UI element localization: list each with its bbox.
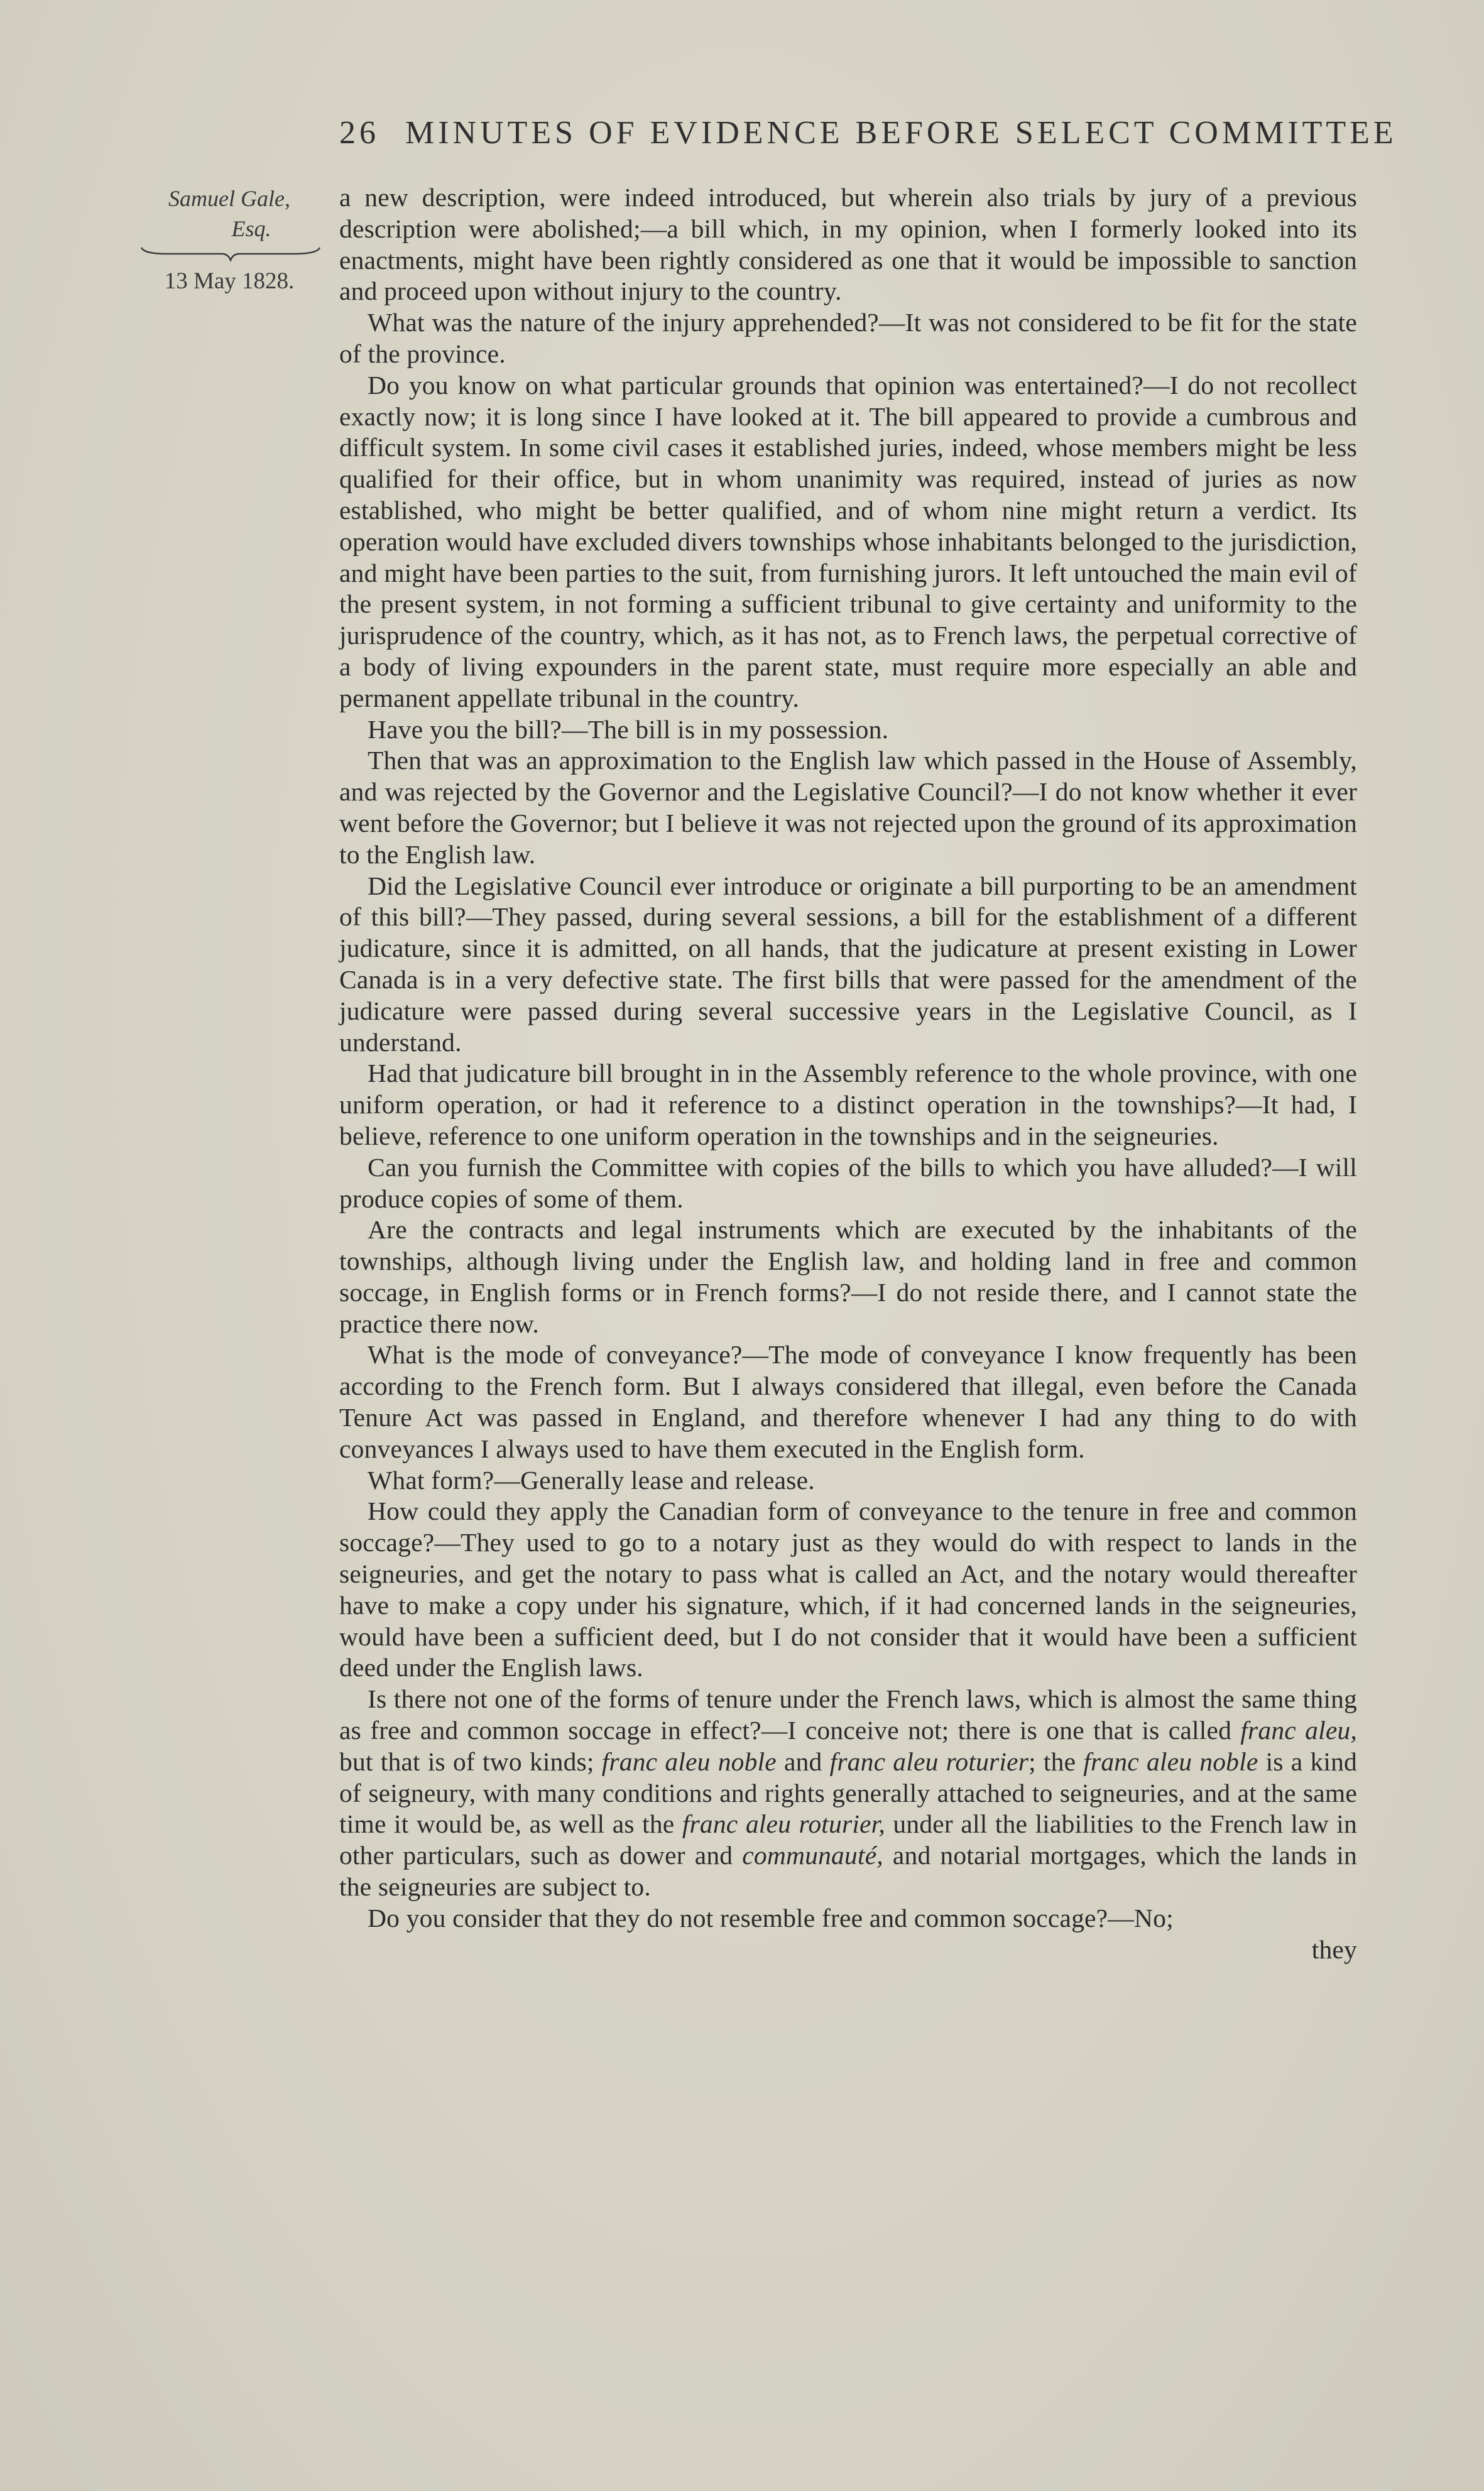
running-header <box>339 114 1397 151</box>
paragraph: What is the mode of conveyance?—The mode of conveyance I know frequently has been according to the French form. But I always considered that illegal, even before the Canada Tenure Act was passed in England, and therefore whenever I had any thing to do with conveyances I always used to have them executed in the English form. <box>339 1340 1357 1463</box>
text-run: and notarial mortgages, which the lands in the seigneuries are subject to. <box>339 1841 1357 1902</box>
testimony-date: 13 May 1828. <box>164 268 295 294</box>
italic-term: franc aleu roturier, <box>682 1809 885 1839</box>
italic-term: franc aleu noble <box>601 1747 777 1776</box>
text-run: is a kind of seigneury, with many conditions and rights generally attached to seigneuries, and at the same time it would be, as well as the <box>339 1747 1358 1839</box>
margin-note <box>129 183 330 297</box>
paragraph: Had that judicature bill brought in in the Assembly reference to the whole province, with one uniform operation, or had it reference to a distinct operation in the townships?—It had, I believe, reference to one uniform operation in the townships and in the seigneuries. <box>339 1059 1357 1150</box>
paragraph: Do you know on what particular grounds that opinion was entertained?—I do not recollect exactly now; it is long since I have looked at it. The bill appeared to provide a cumbrous and difficult system. In some civil cases it established juries, indeed, whose members might be less qualified for their office, but in whom unanimity was required, instead of juries as now established, who might be better qualified, and of whom nine might return a verdict. Its operation would have excluded divers townships whose inhabitants belonged to the jurisdiction, and might have been parties to the suit, from furnishing jurors. It left untouched the main evil of the present system, in not forming a sufficient tribunal to give certainty and uniformity to the jurisprudence of the country, which, as it has not, as to French laws, the perpetual corrective of a body of living expounders in the parent state, must require more especially an able and permanent appellate tribunal in the country. <box>339 370 1357 712</box>
witness-name: Samuel Gale, <box>168 186 290 211</box>
text-run: under all the liabilities to the French law in other particulars, such as dower and <box>339 1809 1357 1870</box>
witness-suffix: Esq. <box>231 216 271 241</box>
paragraph: Do you consider that they do not resemble free and common soccage?—No; <box>368 1903 1174 1932</box>
text-run: ; the <box>1028 1747 1084 1776</box>
italic-term: communauté, <box>742 1841 883 1870</box>
brace-divider <box>129 244 330 263</box>
italic-term: franc aleu, <box>1240 1716 1357 1745</box>
paragraph: How could they apply the Canadian form of conveyance to the tenure in free and common soccage?—They used to go to a notary just as they would do with respect to lands in the seigneuries, and get the notary to pass what is called an Act, and the notary would thereafter have to make a copy under his signature, which, if it had concerned lands in the seigneuries, would have been a sufficient deed, but I do not consider that it would have been a sufficient deed under the English laws. <box>339 1496 1357 1682</box>
running-title: MINUTES OF EVIDENCE BEFORE SELECT COMMITTEE <box>405 115 1397 151</box>
paragraph: What form?—Generally lease and release. <box>368 1465 815 1495</box>
page-number: 26 <box>339 115 379 151</box>
catchword: they <box>1311 1934 1357 1964</box>
paragraph: Then that was an approximation to the English law which passed in the House of Assembly, and was rejected by the Governor and the Legislative Council?—I do not know whether it ever went before the Governor; but I believe it was not rejected upon the ground of its approximation to the English law. <box>339 746 1357 869</box>
italic-term: franc aleu roturier <box>829 1747 1029 1776</box>
italic-term: franc aleu noble <box>1083 1747 1258 1776</box>
paragraph: Have you the bill?—The bill is in my possession. <box>368 714 889 744</box>
paragraph: What was the nature of the injury apprehended?—It was not considered to be fit for the state of the province. <box>339 308 1357 368</box>
text-run: and <box>776 1747 830 1776</box>
paragraph: a new description, were indeed introduced, but wherein also trials by jury of a previous description were abolished;—a bill which, in my opinion, when I formerly looked into its enactments, might have been rightly considered as one that it would be impossible to sanction and proceed upon without injury to the country. <box>339 183 1357 306</box>
paragraph-franc-aleu <box>339 1684 1357 1903</box>
text-run: but that is of two kinds; <box>339 1747 602 1776</box>
text-run: Is there not one of the forms of tenure under the French laws, which is almost the same thing as free and common soccage in effect?—I conceive not; there is one that is called <box>339 1684 1357 1745</box>
paragraph: Did the Legislative Council ever introduce or originate a bill purporting to be an amendment of this bill?—They passed, during several sessions, a bill for the establishment of a different judicature, since it is admitted, on all hands, that the judicature at present existing in Lower Canada is in a very defective state. The first bills that were passed for the amendment of the judicature were passed during several successive years in the Legislative Council, as I understand. <box>339 871 1357 1057</box>
paragraph: Can you furnish the Committee with copies of the bills to which you have alluded?—I will produce copies of some of them. <box>339 1152 1357 1213</box>
evidence-text <box>339 182 1357 1965</box>
paragraph: Are the contracts and legal instruments which are executed by the inhabitants of the townships, although living under the English law, and holding land in free and common soccage, in English forms or in French forms?—I do not reside there, and I cannot state the practice there now. <box>339 1215 1357 1338</box>
